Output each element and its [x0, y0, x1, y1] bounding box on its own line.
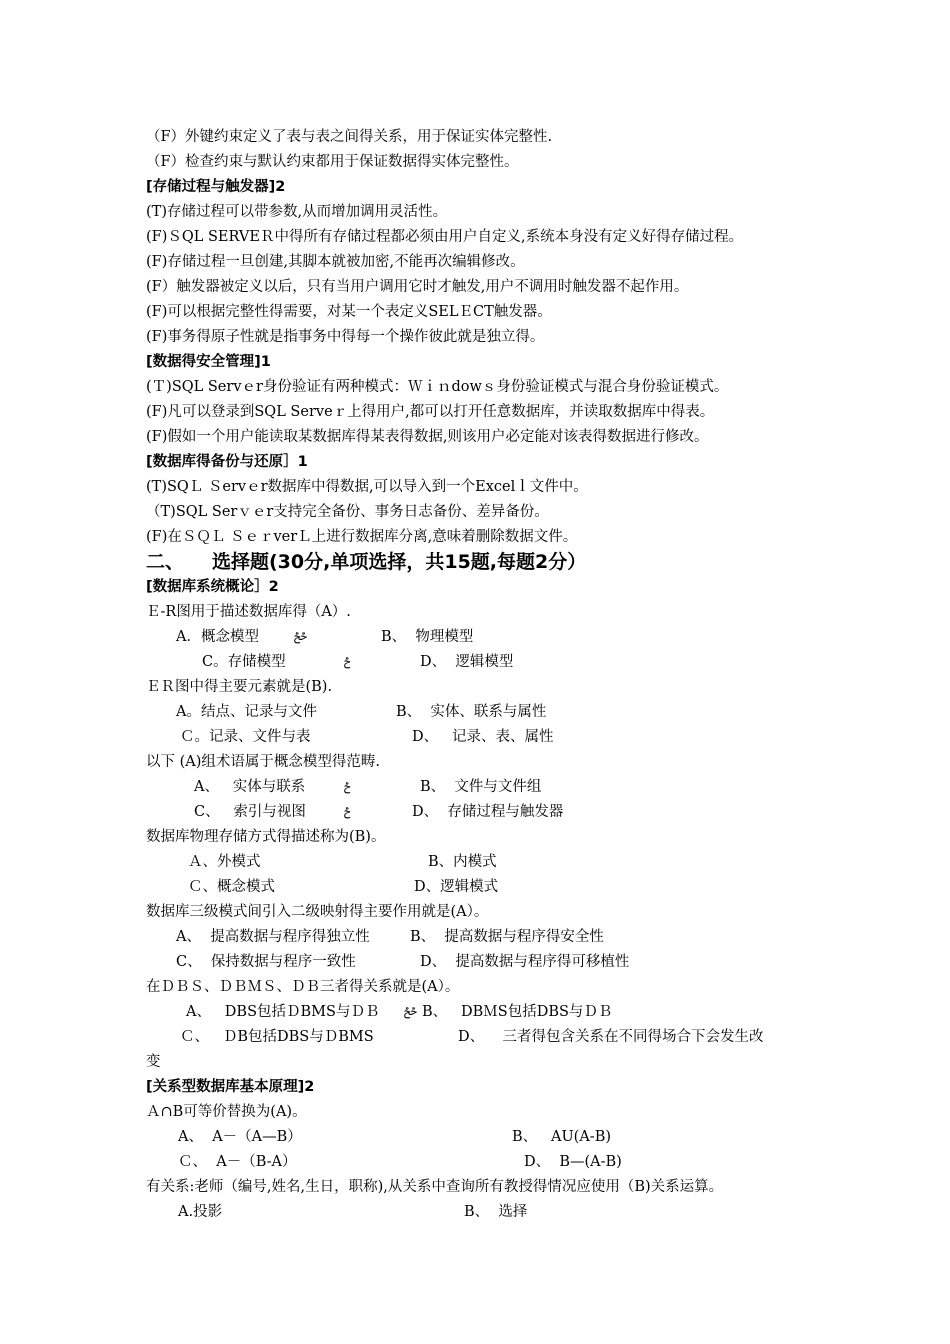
option-d: D、 B—(A-B) [524, 1154, 622, 1170]
option-c: Ｃ。记录、文件与表 [180, 729, 311, 745]
answer-mark: ݲ [344, 780, 351, 793]
part-number: 二、 [146, 551, 185, 573]
judge-item: (F）触发器被定义以后，只有当用户调用它时才触发,用户不调用时触发器不起作用。 [146, 279, 689, 295]
answer-mark: ݲݲ [404, 1005, 417, 1018]
judge-item: （T)SQL Serｖｅr支持完全备份、事务日志备份、差异备份。 [146, 504, 549, 520]
option-b: B、 DBＭS包括DBS与ＤＢ [422, 1004, 613, 1020]
option-a: A、 实体与联系 [194, 779, 306, 795]
question-stem: 在ＤＢＳ、ＤＢＭＳ、ＤＢ三者得关系就是(A）。 [146, 979, 460, 995]
question-stem: 数据库三级模式间引入二级映射得主要作用就是(A）。 [146, 904, 489, 920]
option-c: Ｃ、概念模式 [188, 879, 275, 895]
option-a: A．概念模型 [176, 629, 259, 645]
section-heading-security: [数据得安全管理]1 [146, 354, 271, 370]
option-c: Ｃ、 ＤB包括DBS与ＤBMS [180, 1029, 374, 1045]
judge-item: (F)在ＳＱＬ ＳｅｒverＬ上进行数据库分离,意味着删除数据文件。 [146, 529, 578, 545]
option-d: D、 存储过程与触发器 [412, 804, 564, 820]
answer-mark: ݲ [344, 805, 351, 818]
option-d: D、 三者得包含关系在不同得场合下会发生改 [458, 1029, 764, 1045]
option-b: B、 AU(A-B) [512, 1129, 612, 1145]
judge-item: (F)存储过程一旦创建,其脚本就被加密,不能再次编辑修改。 [146, 254, 525, 270]
option-c: Ｃ、 A－（B-A） [178, 1154, 297, 1170]
question-stem: 以下 (A)组术语属于概念模型得范畴. [146, 754, 381, 770]
section-heading-relational: [关系型数据库基本原理]2 [146, 1079, 315, 1095]
option-a: A、 DBS包括ＤBMS与ＤＢ [186, 1004, 380, 1020]
option-c: C、 保持数据与程序一致性 [176, 954, 356, 970]
section-heading-stored-procedures: [存储过程与触发器]2 [146, 179, 286, 195]
option-d: D、逻辑模式 [414, 879, 499, 895]
option-a: A。结点、记录与文件 [176, 704, 317, 720]
question-stem: 数据库物理存储方式得描述称为(B)。 [146, 829, 386, 845]
option-c: C、 索引与视图 [194, 804, 306, 820]
section-heading-backup: [数据库得备份与还原］1 [146, 454, 308, 470]
option-b: B、 文件与文件组 [420, 779, 542, 795]
question-stem: Ｅ-R图用于描述数据库得（A）. [146, 604, 351, 620]
answer-mark: ݲݲ [294, 630, 307, 643]
option-b: B、 提高数据与程序得安全性 [410, 929, 604, 945]
section-heading-db-overview: [数据库系统概论］2 [146, 579, 279, 595]
option-a: A、 提高数据与程序得独立性 [176, 929, 370, 945]
option-d: D、 提高数据与程序得可移植性 [420, 954, 630, 970]
option-d-continued: 变 [146, 1054, 161, 1070]
answer-mark: ݲ [344, 655, 351, 668]
judge-item: (F)假如一个用户能读取某数据库得某表得数据,则该用户必定能对该表得数据进行修改。 [146, 429, 709, 445]
question-stem: Ａ∩B可等价替换为(A)。 [146, 1104, 307, 1120]
option-a: A.投影 [178, 1204, 223, 1220]
part-title: 选择题(30分,单项选择，共15题,每题2分） [212, 551, 587, 573]
option-d: D、 记录、表、属性 [412, 729, 554, 745]
option-a: Ａ、外模式 [188, 854, 261, 870]
option-c: C。存储模型 [202, 654, 286, 670]
option-b: B、 选择 [464, 1204, 528, 1220]
question-stem: ＥＲ图中得主要元素就是(B). [146, 679, 333, 695]
judge-item: (F)可以根据完整性得需要，对某一个表定义SELＥCT触发器。 [146, 304, 552, 320]
judge-item: (Ｔ)SQL Servｅr身份验证有两种模式：Ｗｉｎdowｓ身份验证模式与混合身份验证模式。 [146, 379, 729, 395]
option-a: A、 A－（A—B） [178, 1129, 302, 1145]
option-d: D、 逻辑模型 [420, 654, 514, 670]
judge-item: (F)ＳQL SERVEＲ中得所有存储过程都必须由用户自定义,系统本身没有定义好得存储过程。 [146, 229, 744, 245]
judge-item: (T)存储过程可以带参数,从而增加调用灵活性。 [146, 204, 448, 220]
judge-item: (F)凡可以登录到SQL Serveｒ上得用户,都可以打开任意数据库，并读取数据库中得表。 [146, 404, 715, 420]
option-b: B、 物理模型 [381, 629, 474, 645]
question-stem: 有关系:老师（编号,姓名,生日，职称),从关系中查询所有教授得情况应使用（B)关系运算。 [146, 1179, 724, 1195]
judge-item: (T)SQＬ Ｓervｅr数据库中得数据,可以导入到一个Excelｌ文件中。 [146, 479, 588, 495]
option-b: B、 实体、联系与属性 [396, 704, 547, 720]
option-b: B、内模式 [428, 854, 497, 870]
judge-item: （F）检查约束与默认约束都用于保证数据得实体完整性。 [146, 154, 519, 170]
judge-item: （F）外键约束定义了表与表之间得关系，用于保证实体完整性. [146, 129, 553, 145]
judge-item: (F)事务得原子性就是指事务中得每一个操作彼此就是独立得。 [146, 329, 545, 345]
